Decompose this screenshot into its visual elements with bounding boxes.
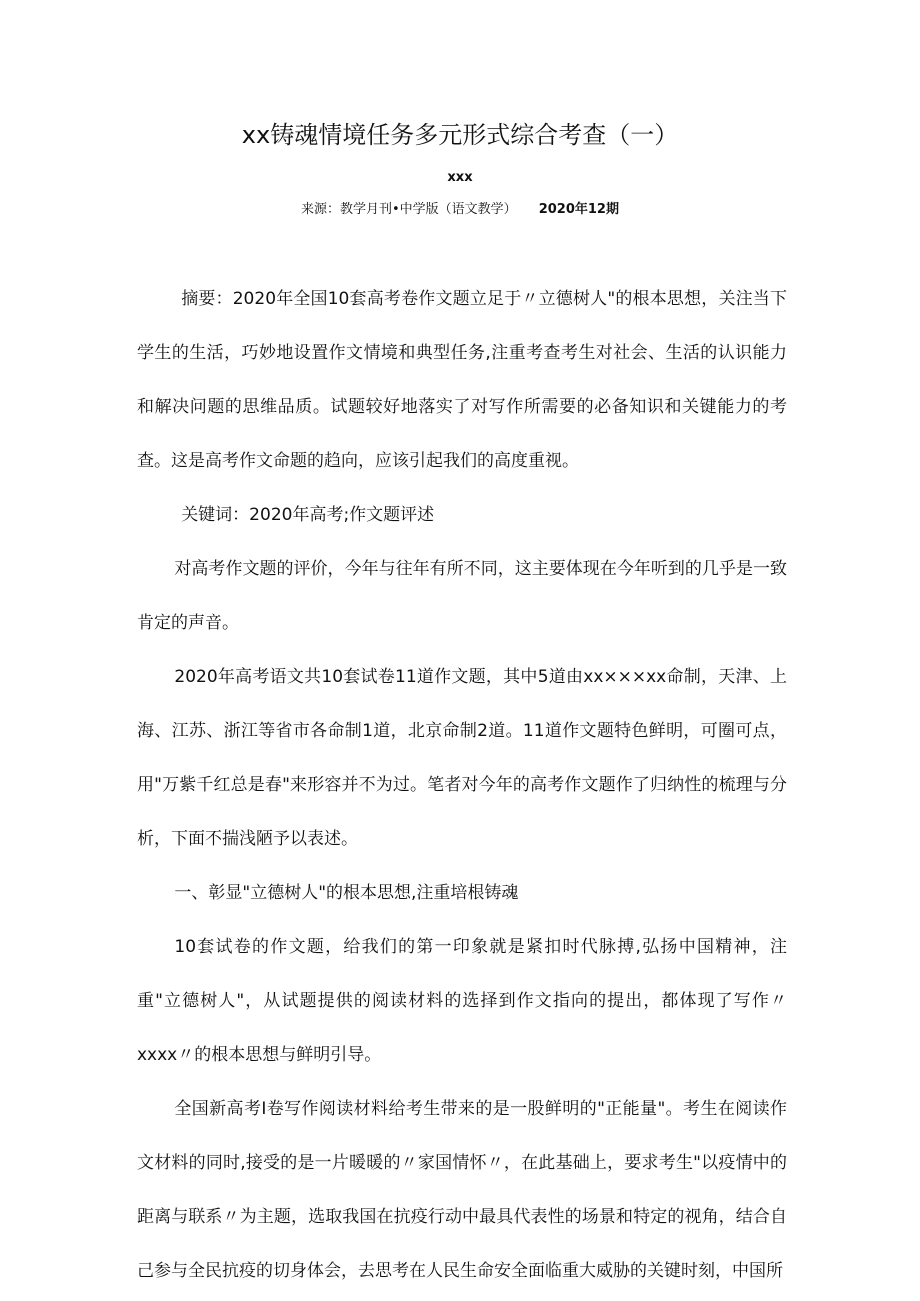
body-paragraph-2: 2020年高考语文共10套试卷11道作文题，其中5道由xx×××xx命制，天津、上海、江苏、浙江等省市各命制1道，北京命制2道。11道作文题特色鲜明，可圈可点，用"万紫千红总是春"来形容并不为过。笔者对今年的高考作文题作了归纳性的梳理与分析，下面不揣浅陋予以表述。 <box>137 667 787 849</box>
document-source-line <box>0 198 920 217</box>
section-heading-1: 一、彰显"立德树人"的根本思想,注重培根铸魂 <box>174 883 519 903</box>
document-body <box>137 272 787 1298</box>
body-paragraph-4: 全国新高考Ⅰ卷写作阅读材料给考生带来的是一股鲜明的"正能量"。考生在阅读作文材料的同时,接受的是一片暖暖的〃家国情怀〃，在此基础上，要求考生"以疫情中的距离与联系〃为主题，选取我国在抗疫行动中最具代表性的场景和特定的视角，结合自己参与全民抗疫的切身体会，去思考在人民生命安全面临重大威胁的关键时刻，中国所 <box>137 1099 787 1281</box>
abstract-paragraph: 摘要：2020年全国10套高考卷作文题立足于〃立德树人"的根本思想，关注当下学生的生活，巧妙地设置作文情境和典型任务,注重考查考生对社会、生活的认识能力和解决问题的思维品质。试题较好地落实了对写作所需要的必备知识和关键能力的考查。这是高考作文命题的趋向，应该引起我们的高度重视。 <box>137 289 787 471</box>
document-author: xxx <box>447 170 473 185</box>
body-paragraph-3: 10套试卷的作文题，给我们的第一印象就是紧扣时代脉搏,弘扬中国精神，注重"立德树人"，从试题提供的阅读材料的选择到作文指向的提出，都体现了写作〃xxxx〃的根本思想与鲜明引导。 <box>137 937 787 1065</box>
keywords-paragraph: 关键词：2020年高考;作文题评述 <box>181 505 435 525</box>
issue-date: 2020年12期 <box>538 202 619 217</box>
document-title: xx铸魂情境任务多元形式综合考查（一） <box>241 121 679 149</box>
source-label: 来源：教学月刊•中学版（语文教学） <box>301 202 517 217</box>
body-paragraph-1: 对高考作文题的评价，今年与往年有所不同，这主要体现在今年听到的几乎是一致肯定的声音。 <box>137 559 787 633</box>
